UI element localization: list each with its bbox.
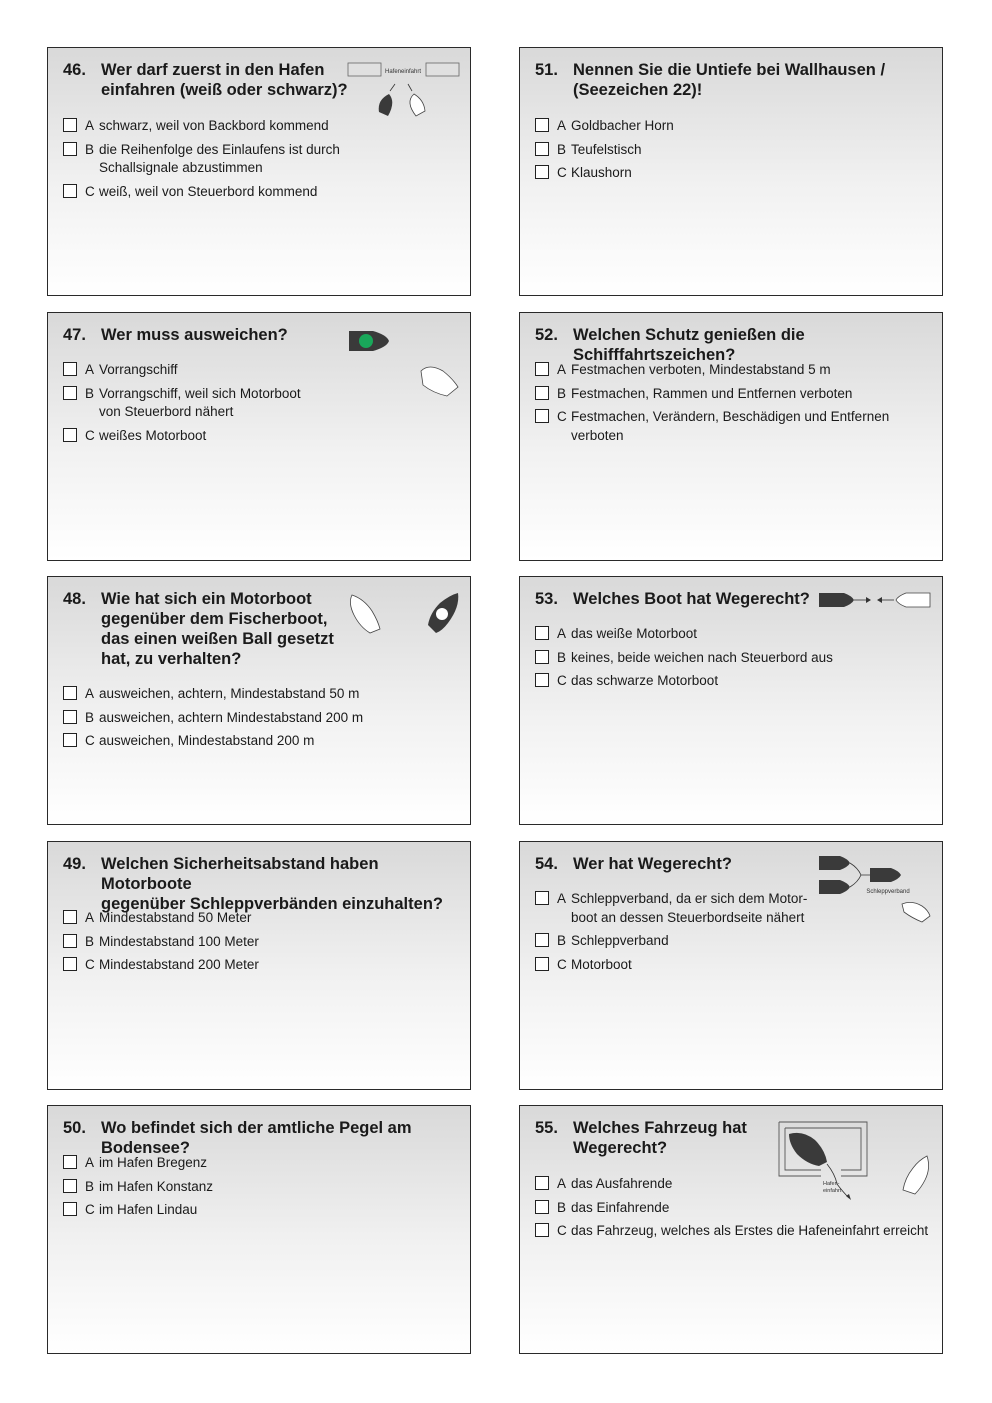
black-boat-icon xyxy=(819,593,854,607)
answer-option-c[interactable] xyxy=(63,732,363,751)
question-heading xyxy=(63,60,348,100)
option-text: Schleppverband xyxy=(571,933,669,948)
option-text: Festmachen, Verändern, Beschädigen und Entfernen verboten xyxy=(571,409,890,443)
answer-checkbox[interactable] xyxy=(535,626,549,640)
answer-option-c[interactable] xyxy=(535,1222,928,1241)
option-letter: B xyxy=(85,141,95,157)
option-text: das Fahrzeug, welches als Erstes die Hafeneinfahrt erreicht xyxy=(571,1223,929,1238)
question-card-51 xyxy=(519,47,943,296)
question-heading xyxy=(63,589,334,669)
question-heading xyxy=(63,325,288,345)
question-text: Wer muss ausweichen? xyxy=(101,326,288,344)
answer-checkbox[interactable] xyxy=(63,1179,77,1193)
option-letter: C xyxy=(557,673,567,688)
question-card-55 xyxy=(519,1105,943,1354)
answer-checkbox[interactable] xyxy=(63,1202,77,1216)
option-letter: A xyxy=(85,362,95,377)
question-text: Nennen Sie die Untiefe bei Wallhausen / (Seezeichen 22)! xyxy=(573,61,886,99)
answer-checkbox[interactable] xyxy=(63,386,77,400)
question-text: Welches Fahrzeug hat Wegerecht? xyxy=(573,1119,747,1157)
question-text: Wer darf zuerst in den Hafen einfahren (weiß oder schwarz)? xyxy=(101,61,348,99)
option-letter: A xyxy=(85,118,95,133)
option-letter: B xyxy=(557,141,567,157)
answer-checkbox[interactable] xyxy=(63,733,77,747)
answer-option-c[interactable] xyxy=(63,956,259,975)
answer-option-c[interactable] xyxy=(63,1201,213,1220)
answer-option-b[interactable] xyxy=(535,932,807,951)
answer-checkbox[interactable] xyxy=(63,710,77,724)
answer-option-b[interactable] xyxy=(63,933,259,952)
answer-options xyxy=(63,685,363,756)
answer-option-a[interactable] xyxy=(535,625,833,644)
question-text: Wo befindet sich der amtliche Pegel am Bodensee? xyxy=(101,1119,412,1157)
answer-option-a[interactable] xyxy=(63,1154,213,1173)
tug-icon xyxy=(870,868,901,882)
answer-options xyxy=(63,117,340,206)
option-text: Klaushorn xyxy=(571,165,632,180)
option-letter: A xyxy=(85,910,95,925)
option-text: Mindestabstand 200 Meter xyxy=(99,957,259,972)
answer-option-c[interactable] xyxy=(535,164,674,183)
option-text: keines, beide weichen nach Steuerbord aus xyxy=(571,649,833,665)
question-card-54 xyxy=(519,841,943,1090)
white-ball-icon xyxy=(436,608,448,620)
answer-checkbox[interactable] xyxy=(535,118,549,132)
question-number: 52. xyxy=(535,326,558,344)
answer-options xyxy=(535,117,674,188)
option-letter: A xyxy=(557,1176,567,1191)
question-number: 55. xyxy=(535,1119,558,1137)
option-text: das Einfahrende xyxy=(571,1199,670,1215)
question-number: 46. xyxy=(63,61,86,79)
towed-barge-icon xyxy=(819,880,850,894)
answer-option-b[interactable] xyxy=(63,1178,213,1197)
option-text: die Reihenfolge des Einlaufens ist durch Schallsignale abzustimmen xyxy=(99,141,340,175)
option-text: Mindestabstand 50 Meter xyxy=(99,910,252,925)
option-text: im Hafen Lindau xyxy=(99,1202,198,1217)
answer-checkbox[interactable] xyxy=(63,957,77,971)
question-heading xyxy=(535,60,885,100)
question-number: 48. xyxy=(63,590,86,608)
answer-option-c[interactable] xyxy=(63,427,301,446)
question-text: Wer hat Wegerecht? xyxy=(573,855,732,873)
option-letter: C xyxy=(85,1202,95,1217)
answer-option-a[interactable] xyxy=(535,890,807,927)
answer-checkbox[interactable] xyxy=(535,891,549,905)
answer-checkbox[interactable] xyxy=(535,650,549,664)
answer-checkbox[interactable] xyxy=(535,673,549,687)
question-number: 50. xyxy=(63,1119,86,1137)
answer-option-b[interactable] xyxy=(63,141,340,178)
harbour-exit-figure xyxy=(775,1118,935,1202)
question-card-53 xyxy=(519,576,943,825)
question-text: Welchen Schutz genießen die Schifffahrtszeichen? xyxy=(573,326,805,364)
question-card-52 xyxy=(519,312,943,561)
option-text: Festmachen verboten, Mindestabstand 5 m xyxy=(571,362,831,377)
white-boat-icon xyxy=(421,367,458,396)
figure-label: Hafen- xyxy=(823,1181,840,1187)
harbour-entrance-figure xyxy=(346,60,461,122)
answer-option-b[interactable] xyxy=(63,709,363,728)
option-text: das weiße Motorboot xyxy=(571,626,698,641)
answer-option-c[interactable] xyxy=(535,672,833,691)
answer-checkbox[interactable] xyxy=(535,142,549,156)
head-on-boats-figure xyxy=(816,589,936,611)
answer-checkbox[interactable] xyxy=(63,686,77,700)
answer-options xyxy=(535,890,807,979)
question-number: 47. xyxy=(63,326,86,344)
option-letter: B xyxy=(85,385,95,401)
question-heading xyxy=(63,1118,470,1158)
answer-checkbox[interactable] xyxy=(535,933,549,947)
option-letter: B xyxy=(85,1178,95,1194)
option-text: im Hafen Konstanz xyxy=(99,1178,214,1194)
option-text: Teufelstisch xyxy=(571,141,642,157)
question-heading xyxy=(535,325,942,365)
question-number: 54. xyxy=(535,855,558,873)
answer-options xyxy=(535,625,833,696)
answer-checkbox[interactable] xyxy=(535,1223,549,1237)
figure-label: Hafeneinfahrt xyxy=(384,69,422,75)
question-number: 51. xyxy=(535,61,558,79)
option-letter: A xyxy=(85,1155,95,1170)
priority-vessel-figure xyxy=(343,323,463,403)
option-letter: B xyxy=(85,709,95,725)
option-letter: C xyxy=(557,956,567,972)
option-letter: C xyxy=(85,957,95,972)
option-text: Vorrangschiff, weil sich Motorboot von Steuerbord nähert xyxy=(99,385,301,419)
answer-options xyxy=(63,361,301,450)
option-text: Motorboot xyxy=(571,956,632,972)
answer-option-a[interactable] xyxy=(535,361,942,380)
answer-checkbox[interactable] xyxy=(535,386,549,400)
answer-options xyxy=(63,1154,213,1225)
figure-label: einfahrt xyxy=(823,1188,842,1194)
answer-option-c[interactable] xyxy=(535,956,807,975)
answer-options xyxy=(63,909,259,980)
option-text: Vorrangschiff xyxy=(99,362,178,377)
answer-checkbox[interactable] xyxy=(535,165,549,179)
option-letter: C xyxy=(85,733,95,748)
answer-checkbox[interactable] xyxy=(63,910,77,924)
option-letter: A xyxy=(557,118,567,133)
answer-checkbox[interactable] xyxy=(535,409,549,423)
answer-checkbox[interactable] xyxy=(535,1176,549,1190)
question-heading xyxy=(535,589,810,609)
answer-option-c[interactable] xyxy=(535,408,942,445)
answer-option-b[interactable] xyxy=(63,385,301,422)
option-letter: A xyxy=(557,891,567,906)
option-text: Schleppverband, da er sich dem Motor- boot an dessen Steuerbordseite nähert xyxy=(571,891,808,925)
white-boat-icon xyxy=(350,595,380,633)
question-heading xyxy=(535,854,732,874)
answer-option-a[interactable] xyxy=(535,117,674,136)
option-letter: B xyxy=(557,385,567,401)
answer-checkbox[interactable] xyxy=(535,957,549,971)
option-letter: B xyxy=(557,933,567,948)
option-letter: B xyxy=(85,933,95,949)
answer-option-b[interactable] xyxy=(535,649,833,668)
answer-checkbox[interactable] xyxy=(63,142,77,156)
option-letter: C xyxy=(85,183,95,199)
question-card-47 xyxy=(47,312,471,561)
question-number: 53. xyxy=(535,590,558,608)
question-card-49 xyxy=(47,841,471,1090)
question-card-46 xyxy=(47,47,471,296)
answer-option-c[interactable] xyxy=(63,183,340,202)
entering-boat-icon xyxy=(903,1156,929,1194)
option-letter: B xyxy=(557,1199,567,1215)
answer-checkbox[interactable] xyxy=(535,1200,549,1214)
option-text: im Hafen Bregenz xyxy=(99,1155,208,1170)
option-letter: A xyxy=(85,686,95,701)
option-text: Goldbacher Horn xyxy=(571,118,674,133)
answer-checkbox[interactable] xyxy=(63,934,77,948)
question-card-50 xyxy=(47,1105,471,1354)
question-heading xyxy=(63,854,470,914)
option-letter: C xyxy=(557,1223,567,1238)
figure-label: Schleppverband xyxy=(866,889,910,895)
question-text: Welches Boot hat Wegerecht? xyxy=(573,590,810,608)
answer-option-a[interactable] xyxy=(63,909,259,928)
white-boat-icon xyxy=(902,902,930,922)
option-letter: B xyxy=(557,649,567,665)
option-text: ausweichen, achtern Mindestabstand 200 m xyxy=(99,709,364,725)
option-letter: C xyxy=(557,165,567,180)
exiting-boat-icon xyxy=(789,1133,827,1166)
answer-checkbox[interactable] xyxy=(63,428,77,442)
answer-option-b[interactable] xyxy=(535,385,942,404)
answer-option-a[interactable] xyxy=(63,117,340,136)
option-text: das Ausfahrende xyxy=(571,1176,673,1191)
option-text: ausweichen, achtern, Mindestabstand 50 m xyxy=(99,686,360,701)
black-boat-icon xyxy=(379,94,393,116)
answer-option-b[interactable] xyxy=(535,141,674,160)
answer-option-a[interactable] xyxy=(63,361,301,380)
towed-barge-icon xyxy=(819,856,850,870)
tow-convoy-figure xyxy=(816,854,936,926)
question-card-48 xyxy=(47,576,471,825)
answer-checkbox[interactable] xyxy=(63,184,77,198)
option-letter: C xyxy=(85,427,95,443)
option-text: weißes Motorboot xyxy=(99,427,207,443)
option-letter: A xyxy=(557,362,567,377)
option-text: schwarz, weil von Backbord kommend xyxy=(99,118,329,133)
white-boat-icon xyxy=(410,94,425,116)
green-light-icon xyxy=(359,334,373,348)
option-text: Mindestabstand 100 Meter xyxy=(99,933,259,949)
question-text: Welchen Sicherheitsabstand haben Motorboote gegenüber Schleppverbänden einzuhalten? xyxy=(101,855,443,913)
white-boat-icon xyxy=(896,593,930,607)
answer-option-a[interactable] xyxy=(63,685,363,704)
answer-checkbox[interactable] xyxy=(63,118,77,132)
option-text: weiß, weil von Steuerbord kommend xyxy=(99,183,318,199)
question-number: 49. xyxy=(63,855,86,873)
question-text: Wie hat sich ein Motorboot gegenüber dem Fischerboot, das einen weißen Ball gesetzt hat, zu verhalten? xyxy=(101,590,334,668)
option-text: Festmachen, Rammen und Entfernen verboten xyxy=(571,385,853,401)
answer-checkbox[interactable] xyxy=(63,362,77,376)
answer-options xyxy=(535,361,942,450)
question-heading xyxy=(535,1118,747,1158)
answer-checkbox[interactable] xyxy=(535,362,549,376)
option-text: ausweichen, Mindestabstand 200 m xyxy=(99,733,315,748)
option-letter: A xyxy=(557,626,567,641)
answer-checkbox[interactable] xyxy=(63,1155,77,1169)
option-text: das schwarze Motorboot xyxy=(571,673,719,688)
fishing-boat-figure xyxy=(338,587,468,637)
option-letter: C xyxy=(557,409,567,424)
